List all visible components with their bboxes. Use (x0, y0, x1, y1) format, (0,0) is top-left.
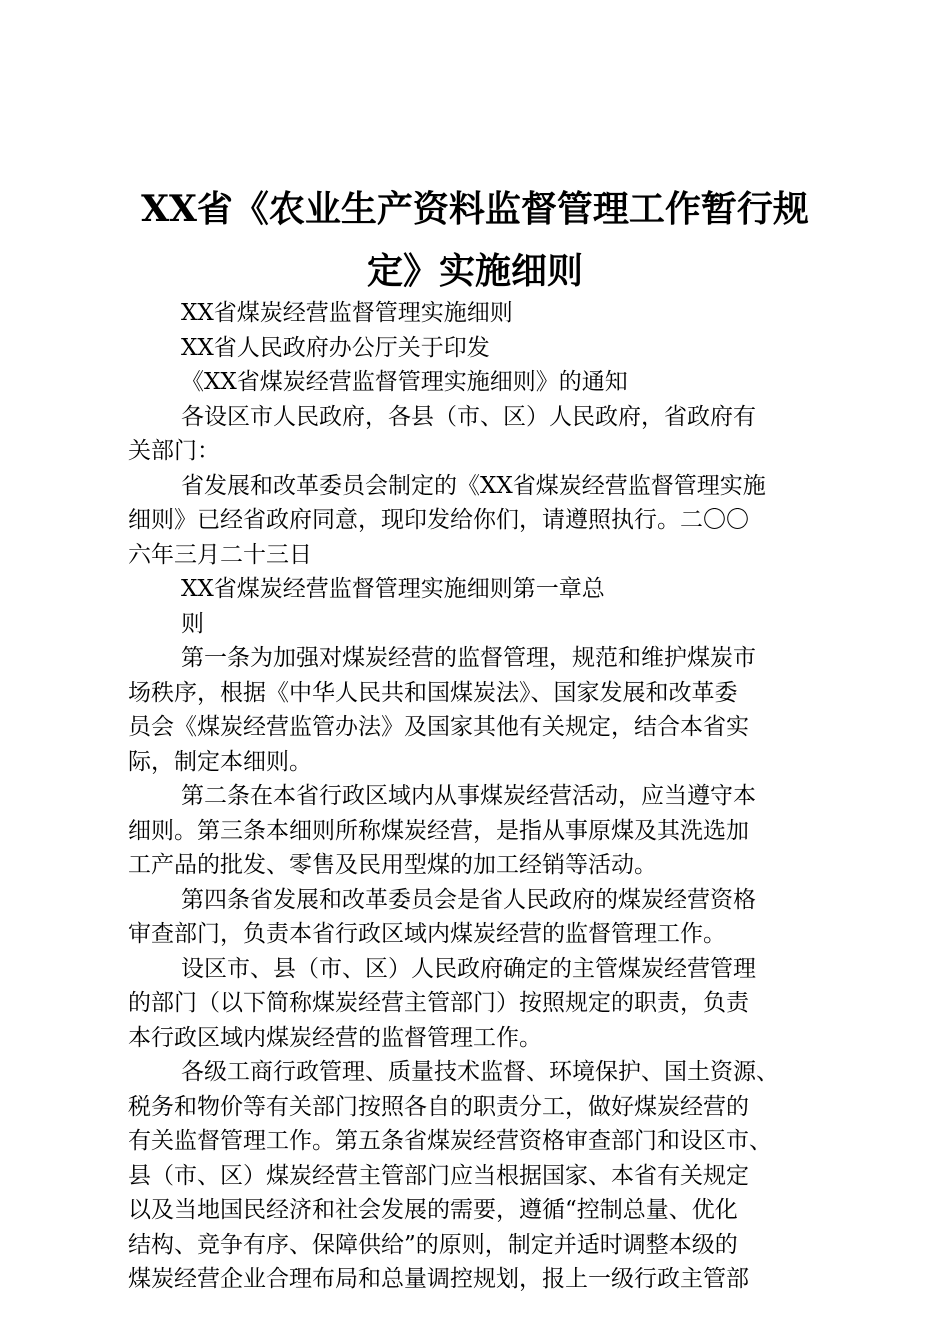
text-line: 煤炭经营企业合理布局和总量调控规划，报上一级行政主管部 (128, 1266, 749, 1292)
text-line: 《XX省煤炭经营监督管理实施细则》的通知 (181, 369, 628, 395)
text-line: 各级工商行政管理、质量技术监督、环境保护、国土资源、 (181, 1059, 779, 1085)
text-line: 审查部门，负责本省行政区域内煤炭经营的监督管理工作。 (128, 921, 726, 947)
text-line: 设区市、县（市、区）人民政府确定的主管煤炭经营管理 (181, 955, 756, 982)
text-line: XX省人民政府办公厅关于印发 (181, 334, 490, 361)
text-line: 场秩序，根据《中华人民共和国煤炭法》、国家发展和改革委 (128, 679, 738, 706)
text-line: 细则》已经省政府同意，现印发给你们，请遵照执行。二〇〇 (128, 507, 749, 533)
text-line: 以及当地国民经济和社会发展的需要，遵循“控制总量、优化 (128, 1197, 738, 1223)
text-line: XX省煤炭经营监督管理实施细则 (181, 300, 513, 326)
text-line: 第二条在本省行政区域内从事煤炭经营活动，应当遵守本 (181, 783, 756, 809)
text-line: 第一条为加强对煤炭经营的监督管理，规范和维护煤炭市 (181, 645, 756, 671)
text-line: 六年三月二十三日 (128, 541, 312, 568)
text-line: 有关监督管理工作。第五条省煤炭经营资格审查部门和设区市、 (128, 1128, 772, 1154)
text-line: 细则。第三条本细则所称煤炭经营，是指从事原煤及其洗选加 (128, 817, 749, 844)
text-line: 的部门（以下简称煤炭经营主管部门）按照规定的职责，负责 (128, 990, 749, 1016)
text-line: 工产品的批发、零售及民用型煤的加工经销等活动。 (128, 852, 657, 878)
text-line: 省发展和改革委员会制定的《XX省煤炭经营监督管理实施 (181, 472, 766, 499)
text-line: 员会《煤炭经营监管办法》及国家其他有关规定，结合本省实 (128, 714, 749, 740)
text-line: 第四条省发展和改革委员会是省人民政府的煤炭经营资格 (181, 886, 756, 913)
document-body (128, 296, 832, 1297)
text-line: 际，制定本细则。 (128, 748, 312, 775)
text-line: XX省煤炭经营监督管理实施细则第一章总 (181, 576, 605, 602)
text-line: 县（市、区）煤炭经营主管部门应当根据国家、本省有关规定 (128, 1162, 749, 1189)
text-line: 则 (181, 610, 204, 637)
text-line: 税务和物价等有关部门按照各自的职责分工，做好煤炭经营的 (128, 1093, 749, 1120)
text-line: 结构、竞争有序、保障供给”的原则，制定并适时调整本级的 (128, 1231, 738, 1258)
title-line-2: 定》实施细则 (366, 250, 583, 292)
document-title (120, 178, 830, 302)
text-line: 关部门： (128, 438, 220, 464)
text-line: 各设区市人民政府，各县（市、区）人民政府，省政府有 (181, 403, 756, 430)
text-line: 本行政区域内煤炭经营的监督管理工作。 (128, 1024, 542, 1051)
title-line-1: XX省《农业生产资料监督管理工作暂行规 (141, 188, 809, 230)
